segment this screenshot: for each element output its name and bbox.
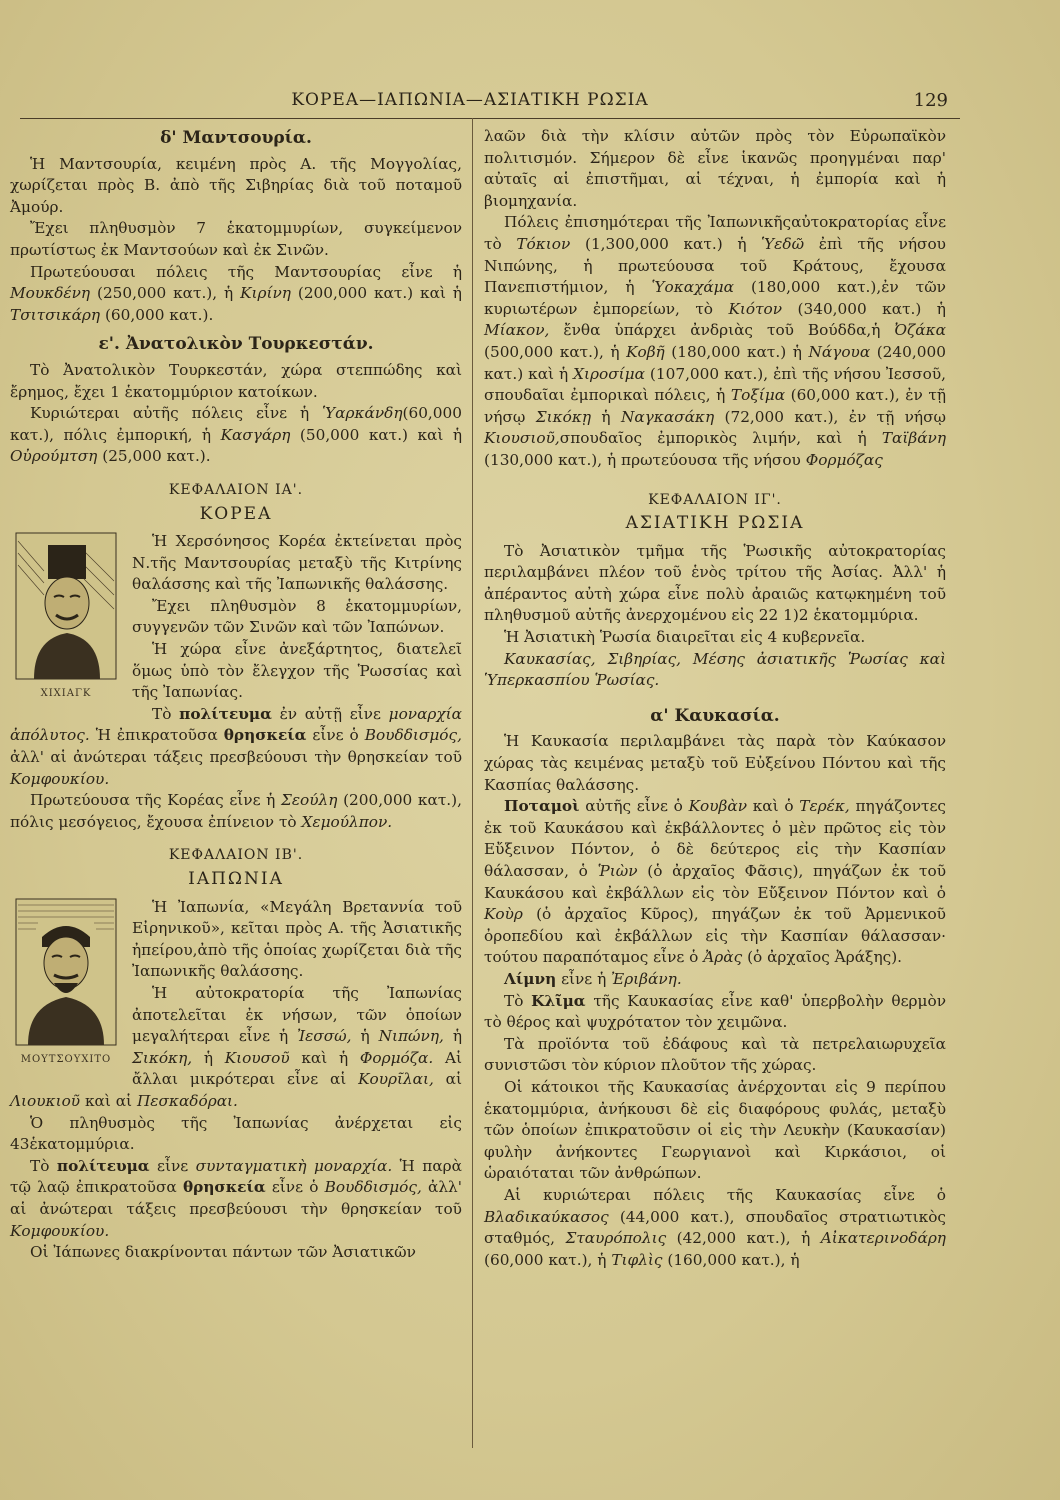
chapter-label-13: ΚΕΦΑΛΑΙΟΝ ΙΓ'. [648, 491, 782, 508]
text-run: (44,000 κατ.), σπουδαῖος στρατιωτικὸς σταθμός, [484, 1207, 946, 1248]
text-run: Λίμνη [504, 969, 557, 988]
paragraph: Τὸ Ἀσιατικὸν τμῆμα τῆς Ῥωσικῆς αὐτοκρατορίας περιλαμβάνει πλέον τοῦ ἑνὸς τρίτου τῆς Ἀσίας. Ἀλλ' ἡ ἀπέραντος αὐτὴ χώρα εἶνε πολὺ ἀραιῶς κατῳκημένη τοῦ πληθυσμοῦ αὐτῆς ἀνερχομένου εἰς 22 1)2 ἑκατομμύρια. [484, 541, 946, 625]
text-run: Ὑοκαχάμα [651, 278, 734, 297]
japan-portrait [10, 897, 122, 1071]
text-run: Σεούλη [281, 791, 338, 810]
text-run: καὶ αἱ [84, 1091, 133, 1110]
paragraph [484, 212, 946, 471]
paragraph: Τὸ Ἀνατολικὸν Τουρκεστάν, χώρα στεππώδης καὶ ἔρημος, ἔχει 1 ἑκατομμύριον κατοίκων. [10, 360, 462, 401]
text-run: (25,000 κατ.). [102, 447, 211, 466]
text-run: Οὐρούμτση [10, 447, 98, 466]
text-run: (72,000 κατ.), ἐν τῇ νήσῳ [724, 407, 946, 426]
text-run: Νιπώνη, [378, 1027, 444, 1046]
text-run: Κουβὰν [688, 797, 747, 816]
text-run: Ὑαρκάνδη [322, 404, 403, 423]
text-run: Ναγκασάκη [620, 407, 715, 426]
text-run: αἱ [445, 1070, 462, 1089]
text-run: (200,000 κατ.) καὶ ἡ [297, 284, 462, 303]
left-column [10, 126, 462, 1264]
text-run: Τερέκ, [799, 797, 850, 816]
text-run: Σικόκῃ [535, 407, 592, 426]
text-run: Ἡ παρὰ τῷ λαῷ ἐπικρατοῦσα [10, 1156, 462, 1197]
text-run: ἐπὶ τῆς νήσου Νιπώνης, ἡ πρωτεύουσα τοῦ Κράτους, ἔχουσα Πανεπιστήμιον, ἡ [484, 234, 946, 297]
text-run: Τσιτσικάρη [10, 305, 101, 324]
paragraph [10, 1156, 462, 1242]
text-run: εἶνε [157, 1156, 189, 1175]
text-run: καὶ ὁ [752, 797, 794, 816]
text-run: Κομφουκίου. [10, 1221, 110, 1240]
text-run: (107,000 κατ.), ἐπὶ τῆς νήσου Ἰεσσοῦ, σπουδαῖαι ἐμπορικαὶ πόλεις, ἡ [484, 364, 946, 405]
text-run: Αἱ κυριώτεραι πόλεις τῆς Καυκασίας εἶνε ὁ [504, 1185, 946, 1204]
paragraph [10, 704, 462, 790]
text-run: θρησκεία [182, 1178, 266, 1197]
text-run: Καυκασίας, Σιβηρίας, Μέσης ἀσιατικῆς Ῥωσίας καὶ Ὑπερκασπίου Ῥωσίας. [484, 649, 946, 690]
text-run: (60,000 κατ.), ἐν τῇ νήσῳ [484, 386, 946, 426]
text-run: Νάγουα [808, 342, 871, 361]
chapter-title-korea: ΚΟΡΕΑ [199, 503, 273, 524]
text-run: (ὁ ἀρχαῖος Φᾶσις), πηγάζων ἐκ τοῦ Καυκάσου καὶ ἐκβάλλων εἰς τὸν Εὔξεινον Πόντον καὶ ὁ [484, 862, 947, 902]
text-run: Τὸ [504, 991, 524, 1010]
text-run: ἡ [601, 407, 611, 426]
text-run: (500,000 κατ.), ἡ [484, 342, 620, 361]
text-run: Βουδδισμός, [324, 1178, 422, 1197]
section-heading-turkestan: ε'. Ἀνατολικὸν Τουρκεστάν. [98, 334, 374, 355]
text-run: (250,000 κατ.), ἡ [96, 284, 234, 303]
text-run: ἀλλ' αἱ ἀνώτεραι τάξεις πρεσβεύουσι τὴν θρησκείαν τοῦ [10, 1178, 462, 1218]
text-run: ἀλλ' αἱ ἀνώτεραι τάξεις πρεσβεύουσι τὴν θρησκείαν τοῦ [10, 748, 462, 767]
text-run: (60,000 κατ.), πόλις ἐμπορική, ἡ [10, 404, 462, 444]
text-run: Χεμούλπον. [301, 812, 393, 831]
paragraph: λαῶν διὰ τὴν κλίσιν αὐτῶν πρὸς τὸν Εὐρωπαϊκὸν πολιτισμόν. Σήμερον δὲ εἶνε ἱκανῶς προηγμέναι παρ' αὐταῖς αἱ ἐπιστῆμαι, αἱ τέχναι, ἡ ἐμπορία καὶ ἡ βιομηχανία. [484, 127, 946, 210]
section-heading-manchuria: δ' Μαντσουρία. [160, 128, 312, 148]
paragraph: Οἱ Ἰάπωνες διακρίνονται πάντων τῶν Ἀσιατικῶν [30, 1243, 416, 1262]
text-run: Ὑεδῶ [761, 234, 805, 253]
text-run: ἐν αὐτῇ εἶνε [279, 704, 381, 723]
text-run: Ἰεσσώ, [297, 1027, 352, 1046]
page-number: 129 [913, 90, 948, 111]
text-run: Πεσκαδόραι. [136, 1091, 238, 1110]
text-run: εἶνε ὁ [271, 1178, 319, 1197]
text-run: Αἱ ἄλλαι μικρότεραι εἶνε αἱ [132, 1048, 462, 1089]
text-run: Κοὺρ [484, 905, 523, 924]
text-run: Ῥιὼν [597, 862, 638, 880]
text-run: Κιότον [728, 299, 783, 318]
text-run: (130,000 κατ.), ἡ πρωτεύουσα τῆς νήσου [484, 450, 801, 469]
text-run: ἡ [452, 1027, 462, 1046]
paragraph [484, 991, 946, 1034]
text-run: Κιουσοῦ [224, 1048, 290, 1067]
text-run: (60,000 κατ.). [104, 305, 214, 324]
text-run: (340,000 κατ.) ἡ [797, 299, 946, 318]
text-run: Τὸ [30, 1156, 50, 1175]
paragraph: Ἔχει πληθυσμὸν 7 ἑκατομμυρίων, συγκείμενον πρωτίστως ἐκ Μαντσούων καὶ ἐκ Σινῶν. [10, 219, 462, 259]
text-run: πολίτευμα [56, 1156, 150, 1175]
text-run: (180,000 κατ.),ἐν τῶν κυριωτέρων ἐμπορείων, τὸ [484, 278, 946, 318]
paragraph [484, 969, 946, 991]
text-run: Χιροσίμα [573, 364, 645, 383]
paragraph: Ἔχει πληθυσμὸν 8 ἑκατομμυρίων, συγγενῶν τῶν Σινῶν καὶ τῶν Ἰαπώνων. [132, 596, 462, 637]
text-run: Ἡ αὐτοκρατορία τῆς Ἰαπωνίας ἀποτελεῖται ἐκ νήσων, τῶν ὁποίων μεγαλήτεραι εἶνε ἡ [132, 983, 462, 1046]
text-run: θρησκεία [223, 726, 307, 745]
paragraph: Οἱ κάτοικοι τῆς Καυκασίας ἀνέρχονται εἰς 9 περίπου ἑκατομμύρια, ἀνήκουσι δὲ εἰς διαφόρους φυλάς, μεταξὺ τῶν ὁποίων ἐπικρατοῦσιν οἱ εἰς τὴν Λευκὴν (Καυκασίαν) φυλὴν ἀνήκοντες Γεωργιανοὶ καὶ Κιρκάσιοι, οἱ ὡραιόταται τῶν ἀνθρώπων. [484, 1077, 946, 1183]
text-run: Πόλεις ἐπισημότεραι τῆς Ἰαπωνικῆςαὐτοκρατορίας εἶνε τὸ [484, 213, 946, 253]
text-run: Κουρῖλαι, [358, 1070, 434, 1089]
text-run: Τιφλὶς [611, 1250, 663, 1269]
text-run: (1,300,000 κατ.) ἡ [584, 234, 747, 253]
text-run: (160,000 κατ.), ἡ [667, 1250, 800, 1269]
paragraph [10, 403, 462, 468]
text-run: ἔνθα ὑπάρχει ἀνδριὰς τοῦ Βούδδα,ἡ [563, 321, 881, 340]
page-header [0, 90, 1060, 116]
chapter-title-asiatic-russia: ΑΣΙΑΤΙΚΗ ΡΩΣΙΑ [625, 513, 805, 534]
text-run: συνταγματικὴ μοναρχία. [195, 1156, 393, 1175]
text-run: Φορμόζα. [359, 1048, 434, 1067]
paragraph: Ἡ χώρα εἶνε ἀνεξάρτητος, διατελεῖ ὅμως ὑπὸ τὸν ἔλεγχον τῆς Ῥωσσίας καὶ τῆς Ἰαπωνίας. [132, 640, 462, 702]
text-run: εἶνε ὁ [312, 726, 359, 745]
text-run: Ἐριβάνη. [611, 969, 682, 988]
portrait-engraving-icon [14, 531, 118, 681]
portrait-caption: ΧΙΧΙΑΓΚ [40, 688, 92, 700]
text-run: Ταϊβάνη [881, 429, 946, 448]
korea-portrait [10, 531, 122, 705]
text-run: (200,000 κατ.), πόλις μεσόγειος, ἔχουσα ἐπίνειον τὸ [10, 791, 462, 831]
text-run: Ἡ ἐπικρατοῦσα [95, 726, 218, 745]
paragraph: Ἡ Χερσόνησος Κορέα ἐκτείνεται πρὸς Ν.τῆς Μαντσουρίας μεταξὺ τῆς Κιτρίνης θαλάσσης καὶ τῆς Ἰαπωνικῆς θαλάσσης. [132, 532, 462, 594]
paragraph [484, 796, 946, 969]
paragraph: Ἡ Ἀσιατικὴ Ῥωσία διαιρεῖται εἰς 4 κυβερνεῖα. [504, 628, 866, 647]
text-run: Βουδδισμός, [364, 726, 462, 745]
text-run: Κιρίνη [240, 284, 291, 303]
text-run: Ἀρὰς [703, 948, 743, 967]
text-run: Φορμόζας [805, 450, 883, 469]
text-run: Κομφουκίου. [10, 769, 110, 788]
paragraph: Ὁ πληθυσμὸς τῆς Ἰαπωνίας ἀνέρχεται εἰς 43ἑκατομμύρια. [10, 1113, 462, 1154]
text-run: Ὀζάκα [894, 321, 946, 340]
text-run: σπουδαῖος ἐμπορικὸς λιμήν, καὶ ἡ [559, 429, 867, 448]
paragraph [484, 649, 946, 692]
text-run: Ποταμοὶ [504, 797, 580, 816]
text-run: Λιουκιοῦ [10, 1091, 81, 1110]
text-run: Πρωτεύουσα τῆς Κορέας εἶνε ἡ [30, 791, 276, 810]
text-run: Μίακον, [484, 321, 550, 340]
running-head: ΚΟΡΕΑ—ΙΑΠΩΝΙΑ—ΑΣΙΑΤΙΚΗ ΡΩΣΙΑ [291, 90, 649, 110]
paragraph: Τὰ προϊόντα τοῦ ἐδάφους καὶ τὰ πετρελαιωρυχεῖα συνιστῶσι τὸν κύριον πλοῦτον τῆς χώρας. [484, 1034, 946, 1075]
text-run: τῆς Καυκασίας εἶνε καθ' ὑπερβολὴν θερμὸν τὸ θέρος καὶ ψυχρότατον τὸν χειμῶνα. [484, 991, 946, 1032]
text-run: μοναρχία ἀπόλυτος. [10, 704, 462, 745]
text-run: αὐτῆς εἶνε ὁ [585, 797, 683, 816]
column-divider [472, 118, 473, 1448]
portrait-caption: ΜΟΥΤΣΟΥΧΙΤΟ [20, 1053, 112, 1065]
section-heading-caucasus: α' Καυκασία. [650, 705, 780, 726]
text-run: (60,000 κατ.), ἡ [484, 1250, 607, 1269]
right-column [484, 126, 946, 1271]
text-run: Κυριώτεραι αὐτῆς πόλεις εἶνε ἡ [30, 404, 310, 423]
chapter-label-12: ΚΕΦΑΛΑΙΟΝ ΙΒ'. [168, 847, 304, 864]
text-run: πηγάζοντες ἐκ τοῦ Καυκάσου καὶ ἐκβάλλοντες ὁ μὲν πρῶτος εἰς τὸν Εὔξεινον Πόντον, ὁ δὲ δεύτερος εἰς τὴν Κασπίαν θάλασσαν, ὁ [484, 797, 946, 880]
text-run: εἶνε ἡ [561, 969, 607, 988]
text-run: (42,000 κατ.), ἡ [676, 1229, 811, 1248]
text-run: Τόκιον [516, 234, 571, 253]
text-run: Σταυρόπολις [565, 1229, 667, 1248]
paragraph [10, 790, 462, 833]
text-run: Μουκδένη [10, 284, 91, 303]
text-run: Κασγάρη [220, 425, 291, 444]
header-rule [20, 118, 960, 119]
text-run: πολίτευμα [179, 704, 272, 723]
paragraph [484, 1185, 946, 1271]
text-run: Κιουσιοῦ, [484, 429, 560, 448]
text-run: καὶ ἡ [301, 1048, 349, 1067]
text-run: (180,000 κατ.) ἡ [671, 342, 802, 361]
text-run: ἡ [203, 1048, 214, 1067]
paragraph: Ἡ Ἰαπωνία, «Μεγάλη Βρεταννία τοῦ Εἰρηνικοῦ», κεῖται πρὸς Α. τῆς Ἀσιατικῆς ἠπείρου,ἀπὸ τῆς ὁποίας χωρίζεται διὰ τῆς Ἰαπωνικῆς θαλάσσης. [132, 897, 462, 981]
text-run: ἡ [360, 1027, 370, 1046]
chapter-label-11: ΚΕΦΑΛΑΙΟΝ ΙΑ'. [168, 481, 304, 498]
text-run: Αἰκατερινοδάρη [820, 1229, 946, 1248]
paragraph: Ἡ Μαντσουρία, κειμένη πρὸς Α. τῆς Μογγολίας, χωρίζεται πρὸς Β. ἀπὸ τῆς Σιβηρίας διὰ τοῦ ποταμοῦ Ἀμούρ. [10, 154, 462, 216]
text-run: Πρωτεύουσαι πόλεις τῆς Μαντσουρίας εἶνε ἡ [30, 262, 462, 281]
text-run: (50,000 κατ.) καὶ ἡ [299, 425, 462, 444]
text-run: (ὁ ἀρχαῖος Κῦρος), πηγάζων ἐκ τοῦ Ἀρμενικοῦ ὀροπεδίου καὶ ἐκβάλλων εἰς τὴν Κασπίαν θάλασσαν· τούτου παραπόταμος εἶνε ὁ [484, 905, 946, 967]
paragraph [10, 262, 462, 327]
text-run: Σικόκη, [132, 1048, 193, 1067]
paragraph: Ἡ Καυκασία περιλαμβάνει τὰς παρὰ τὸν Καύκασον χώρας τὰς κειμένας μεταξὺ τοῦ Εὐξείνου Πόντου καὶ τῆς Κασπίας θαλάσσης. [484, 732, 946, 794]
portrait-engraving-icon [14, 897, 118, 1047]
text-run: Κλῖμα [531, 991, 586, 1010]
text-run: Κοβῆ [626, 342, 665, 361]
chapter-title-japan: ΙΑΠΩΝΙΑ [188, 869, 284, 889]
text-run: (ὁ ἀρχαῖος Ἀράξης). [747, 948, 903, 967]
text-run: (240,000 κατ.) καὶ ἡ [484, 342, 946, 383]
text-run: Τὸ [152, 704, 172, 723]
text-run: Τοξίμα [730, 386, 786, 405]
text-run: Βλαδικαύκασος [484, 1207, 609, 1226]
